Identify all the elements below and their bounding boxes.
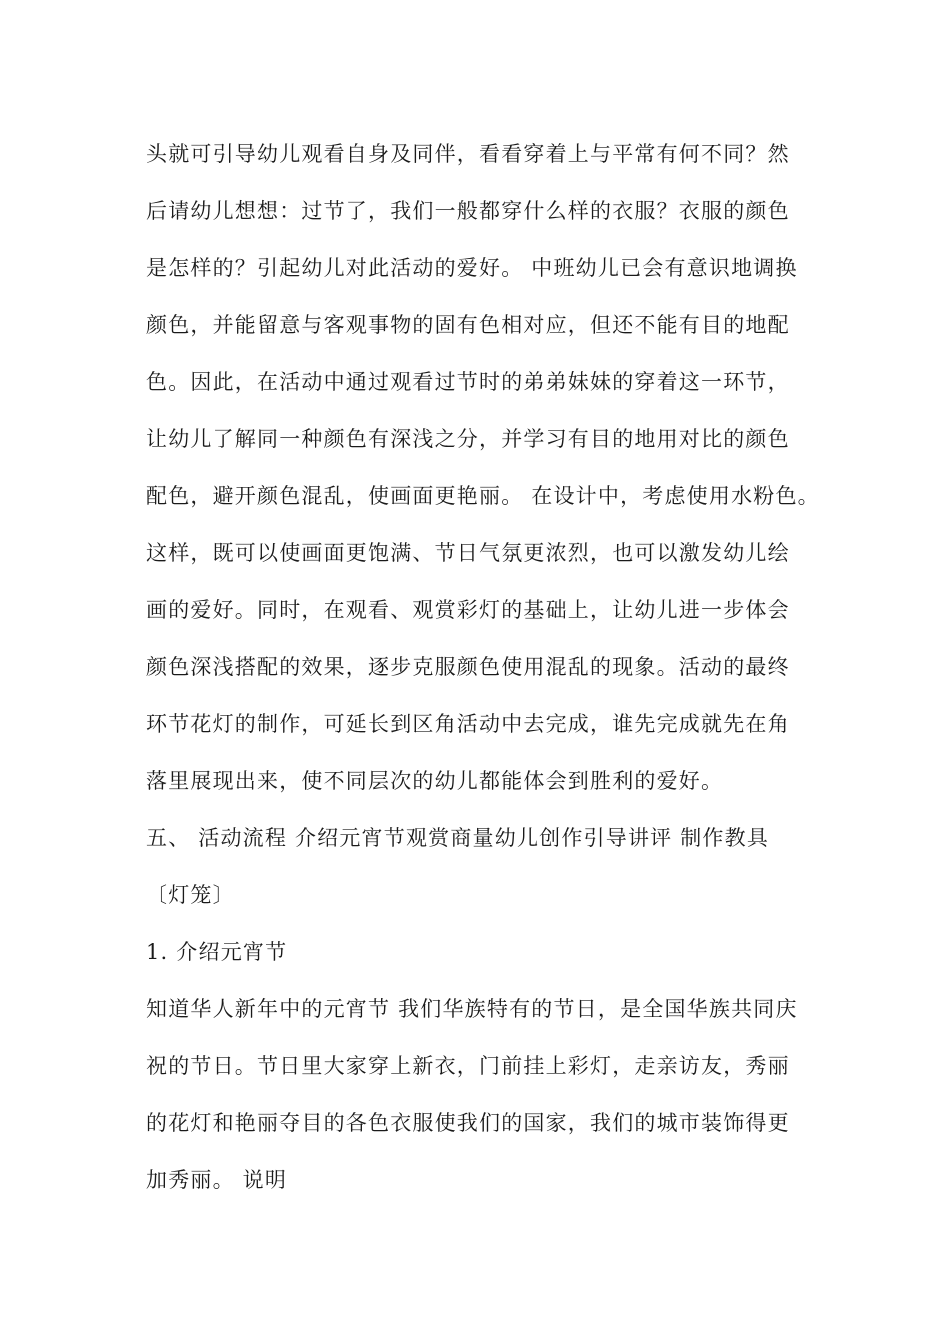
section-heading-continuation: 〔灯笼〕 [146, 883, 235, 907]
paragraph-line: 环节花灯的制作，可延长到区角活动中去完成，谁先完成就先在角 [146, 712, 790, 736]
paragraph-line: 后请幼儿想想：过节了，我们一般都穿什么样的衣服？衣服的颜色 [146, 199, 790, 223]
paragraph-line: 画的爱好。同时，在观看、观赏彩灯的基础上，让幼儿进一步体会 [146, 598, 790, 622]
paragraph-line: 配色，避开颜色混乱，使画面更艳丽。 在设计中，考虑使用水粉色。 [146, 484, 820, 508]
paragraph-line: 祝的节日。节日里大家穿上新衣，门前挂上彩灯，走亲访友，秀丽 [146, 1054, 790, 1078]
paragraph-line: 色。因此，在活动中通过观看过节时的弟弟妹妹的穿着这一环节， [146, 370, 790, 394]
paragraph-line: 头就可引导幼儿观看自身及同伴，看看穿着上与平常有何不同？然 [146, 142, 790, 166]
subsection-heading: 1. 介绍元宵节 [146, 940, 288, 964]
paragraph-line: 的花灯和艳丽夺目的各色衣服使我们的国家，我们的城市装饰得更 [146, 1111, 790, 1135]
paragraph-line: 知道华人新年中的元宵节 我们华族特有的节日，是全国华族共同庆 [146, 997, 798, 1021]
paragraph-line: 加秀丽。 说明 [146, 1168, 288, 1192]
paragraph-line: 这样，既可以使画面更饱满、节日气氛更浓烈，也可以激发幼儿绘 [146, 541, 790, 565]
paragraph-line: 落里展现出来，使不同层次的幼儿都能体会到胜利的爱好。 [146, 769, 724, 793]
paragraph-line: 颜色深浅搭配的效果，逐步克服颜色使用混乱的现象。活动的最终 [146, 655, 790, 679]
paragraph-line: 颜色，并能留意与客观事物的固有色相对应，但还不能有目的地配 [146, 313, 790, 337]
paragraph-line: 是怎样的？引起幼儿对此活动的爱好。 中班幼儿已会有意识地调换 [146, 256, 798, 280]
paragraph-line: 让幼儿了解同一种颜色有深浅之分，并学习有目的地用对比的颜色 [146, 427, 790, 451]
section-heading: 五、 活动流程 介绍元宵节观赏商量幼儿创作引导讲评 制作教具 [146, 826, 770, 850]
